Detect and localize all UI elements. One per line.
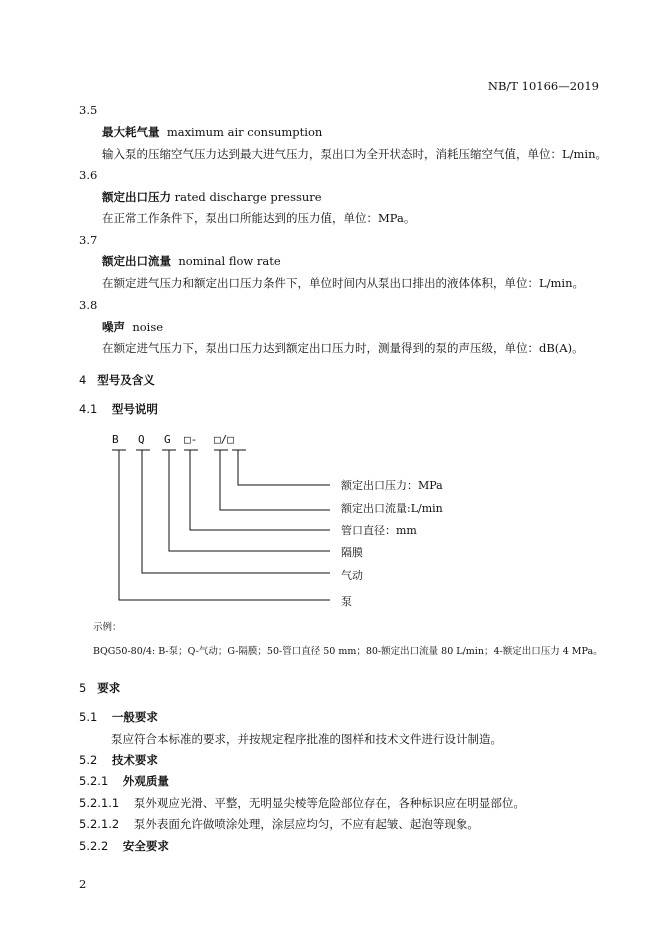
connector-line-pneumatic xyxy=(142,450,330,573)
section-title: 要求 xyxy=(97,681,121,695)
clause xyxy=(79,796,525,810)
subsection-number: 5.1 xyxy=(79,710,98,724)
term-definition: 在额定进气压力下，泵出口压力达到额定出口压力时，测量得到的泵的声压级，单位：dB(A)。 xyxy=(102,341,584,355)
code-Q: Q xyxy=(138,433,145,446)
subsection-heading xyxy=(79,774,169,788)
term-title-en: noise xyxy=(132,320,164,334)
term-title-cn: 额定出口压力 xyxy=(102,190,171,204)
term-number: 3.6 xyxy=(79,168,98,182)
subsection-title: 外观质量 xyxy=(122,774,169,788)
subsection-number: 5.2.1 xyxy=(79,774,109,788)
code-B: B xyxy=(112,433,119,446)
connector-line-pressure xyxy=(238,450,330,485)
subsection-number: 5.2 xyxy=(79,753,98,767)
label-pipe-diameter: 管口直径：mm xyxy=(341,524,417,537)
label-rated-pressure: 额定出口压力：MPa xyxy=(341,479,443,492)
term-title-cn: 最大耗气量 xyxy=(102,125,160,139)
example-text: BQG50-80/4: B-泵；Q-气动；G-隔膜；50-管口直径 50 mm；80-额定出口流量 80 L/min；4-额定出口压力 4 MPa。 xyxy=(93,646,603,657)
subsection-title: 技术要求 xyxy=(111,753,158,767)
label-diaphragm: 隔膜 xyxy=(341,546,363,559)
term-title-en: maximum air consumption xyxy=(166,125,323,139)
connector-line-diaphragm xyxy=(169,450,330,551)
subsection-title: 型号说明 xyxy=(111,402,158,416)
term-title-cn: 额定出口流量 xyxy=(102,254,171,268)
connector-line-flow xyxy=(220,450,330,510)
subsection-title: 安全要求 xyxy=(122,839,169,853)
code-box-flow-pressure: □/□ xyxy=(214,433,234,446)
subsection-number: 4.1 xyxy=(79,402,98,416)
label-pump: 泵 xyxy=(341,595,352,608)
code-G: G xyxy=(164,433,171,446)
subsection-number: 5.2.2 xyxy=(79,839,109,853)
clause xyxy=(79,817,479,831)
term-title-cn: 噪声 xyxy=(102,320,125,334)
subsection-heading xyxy=(79,710,158,724)
section-number: 5 xyxy=(79,681,87,695)
term-title-en: rated discharge pressure xyxy=(174,190,322,204)
clause-number: 5.2.1.2 xyxy=(79,817,120,831)
subsection-title: 一般要求 xyxy=(111,710,158,724)
clause-number: 5.2.1.1 xyxy=(79,796,120,810)
subsection-heading xyxy=(79,753,158,767)
code-box-diameter: □- xyxy=(184,433,198,446)
clause-text: 泵外观应光滑、平整，无明显尖棱等危险部位存在，各种标识应在明显部位。 xyxy=(133,796,525,810)
clause-text: 泵外表面允许做喷涂处理，涂层应均匀，不应有起皱、起泡等现象。 xyxy=(133,817,479,831)
page-number: 2 xyxy=(79,877,87,891)
example-label: 示例： xyxy=(93,622,122,633)
standard-code-header: NB/T 10166—2019 xyxy=(487,79,599,93)
subsection-heading xyxy=(79,839,169,853)
term-definition: 在额定进气压力和额定出口压力条件下，单位时间内从泵出口排出的液体体积，单位：L/min。 xyxy=(102,276,584,290)
clause-text: 泵应符合本标准的要求，并按规定程序批准的图样和技术文件进行设计制造。 xyxy=(111,732,502,746)
term-number: 3.5 xyxy=(79,103,98,117)
term-number: 3.7 xyxy=(79,233,98,247)
section-title: 型号及含义 xyxy=(97,373,155,387)
label-pneumatic: 气动 xyxy=(341,569,363,582)
term-definition: 在正常工作条件下，泵出口所能达到的压力值，单位：MPa。 xyxy=(102,211,416,225)
connector-line-diameter xyxy=(190,450,330,530)
connector-line-pump xyxy=(119,450,330,600)
term-number: 3.8 xyxy=(79,298,98,312)
label-rated-flow: 额定出口流量:L/min xyxy=(341,502,443,515)
term-title-en: nominal flow rate xyxy=(178,254,281,268)
section-heading xyxy=(79,681,120,695)
term-definition: 输入泵的压缩空气压力达到最大进气压力，泵出口为全开状态时，消耗压缩空气值，单位：L/min。 xyxy=(102,147,607,161)
section-number: 4 xyxy=(79,373,87,387)
